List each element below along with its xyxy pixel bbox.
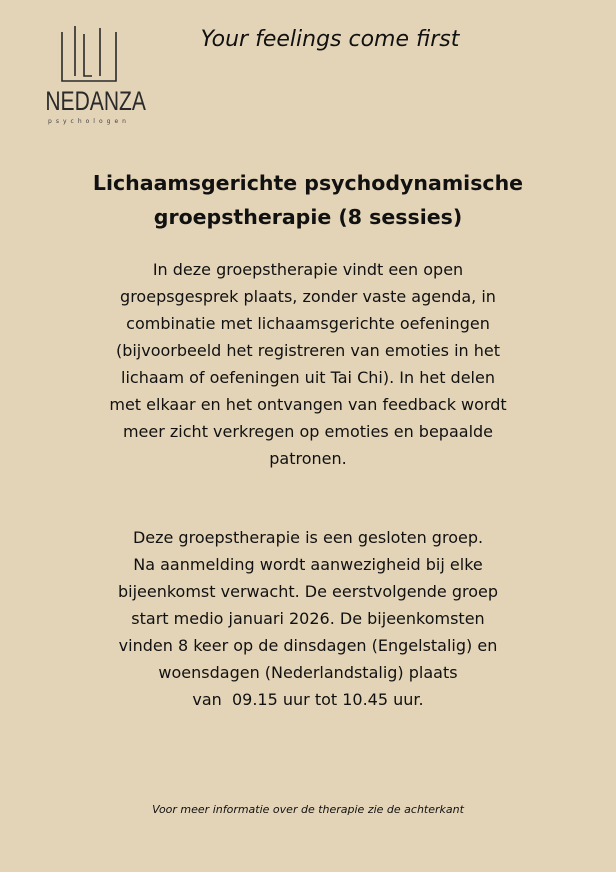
title-line: Lichaamsgerichte psychodynamische	[92, 171, 524, 195]
paragraph-line: woensdagen (Nederlandstalig) plaats	[158, 663, 458, 682]
paragraph-line: Na aanmelding wordt aanwezigheid bij elke	[133, 555, 483, 574]
paragraph-line: lichaam of oefeningen uit Tai Chi). In het delen	[121, 368, 495, 387]
paragraph-line: start medio januari 2026. De bijeenkomsten	[131, 609, 485, 628]
paragraph-line: groepsgesprek plaats, zonder vaste agenda, in	[120, 287, 496, 306]
paragraph-line: meer zicht verkregen op emoties en bepaalde	[122, 422, 494, 441]
logo-subtitle: psychologen	[48, 118, 130, 125]
page-title	[40, 166, 576, 234]
description-paragraph	[40, 256, 576, 472]
paragraph-line: In deze groepstherapie vindt een open	[152, 260, 464, 279]
schedule-paragraph	[40, 524, 576, 713]
nedanza-logo	[33, 20, 145, 128]
paragraph-line: vinden 8 keer op de dinsdagen (Engelstalig) en	[118, 636, 498, 655]
paragraph-line: patronen.	[269, 449, 347, 468]
paragraph-line: van 09.15 uur tot 10.45 uur.	[192, 690, 424, 709]
footer-note: Voor meer informatie over de therapie zie de achterkant	[152, 803, 464, 816]
paragraph-line: bijeenkomst verwacht. De eerstvolgende groep	[117, 582, 499, 601]
paragraph-line: Deze groepstherapie is een gesloten groep.	[132, 528, 484, 547]
paragraph-line: (bijvoorbeeld het registreren van emoties in het	[115, 341, 501, 360]
tagline: Your feelings come first	[200, 27, 460, 52]
nedanza-logo-mark-icon	[61, 24, 117, 84]
title-line: groepstherapie (8 sessies)	[153, 205, 463, 229]
paragraph-line: met elkaar en het ontvangen van feedback wordt	[109, 395, 507, 414]
paragraph-line: combinatie met lichaamsgerichte oefeningen	[126, 314, 490, 333]
logo-name: NEDANZA	[45, 86, 146, 116]
